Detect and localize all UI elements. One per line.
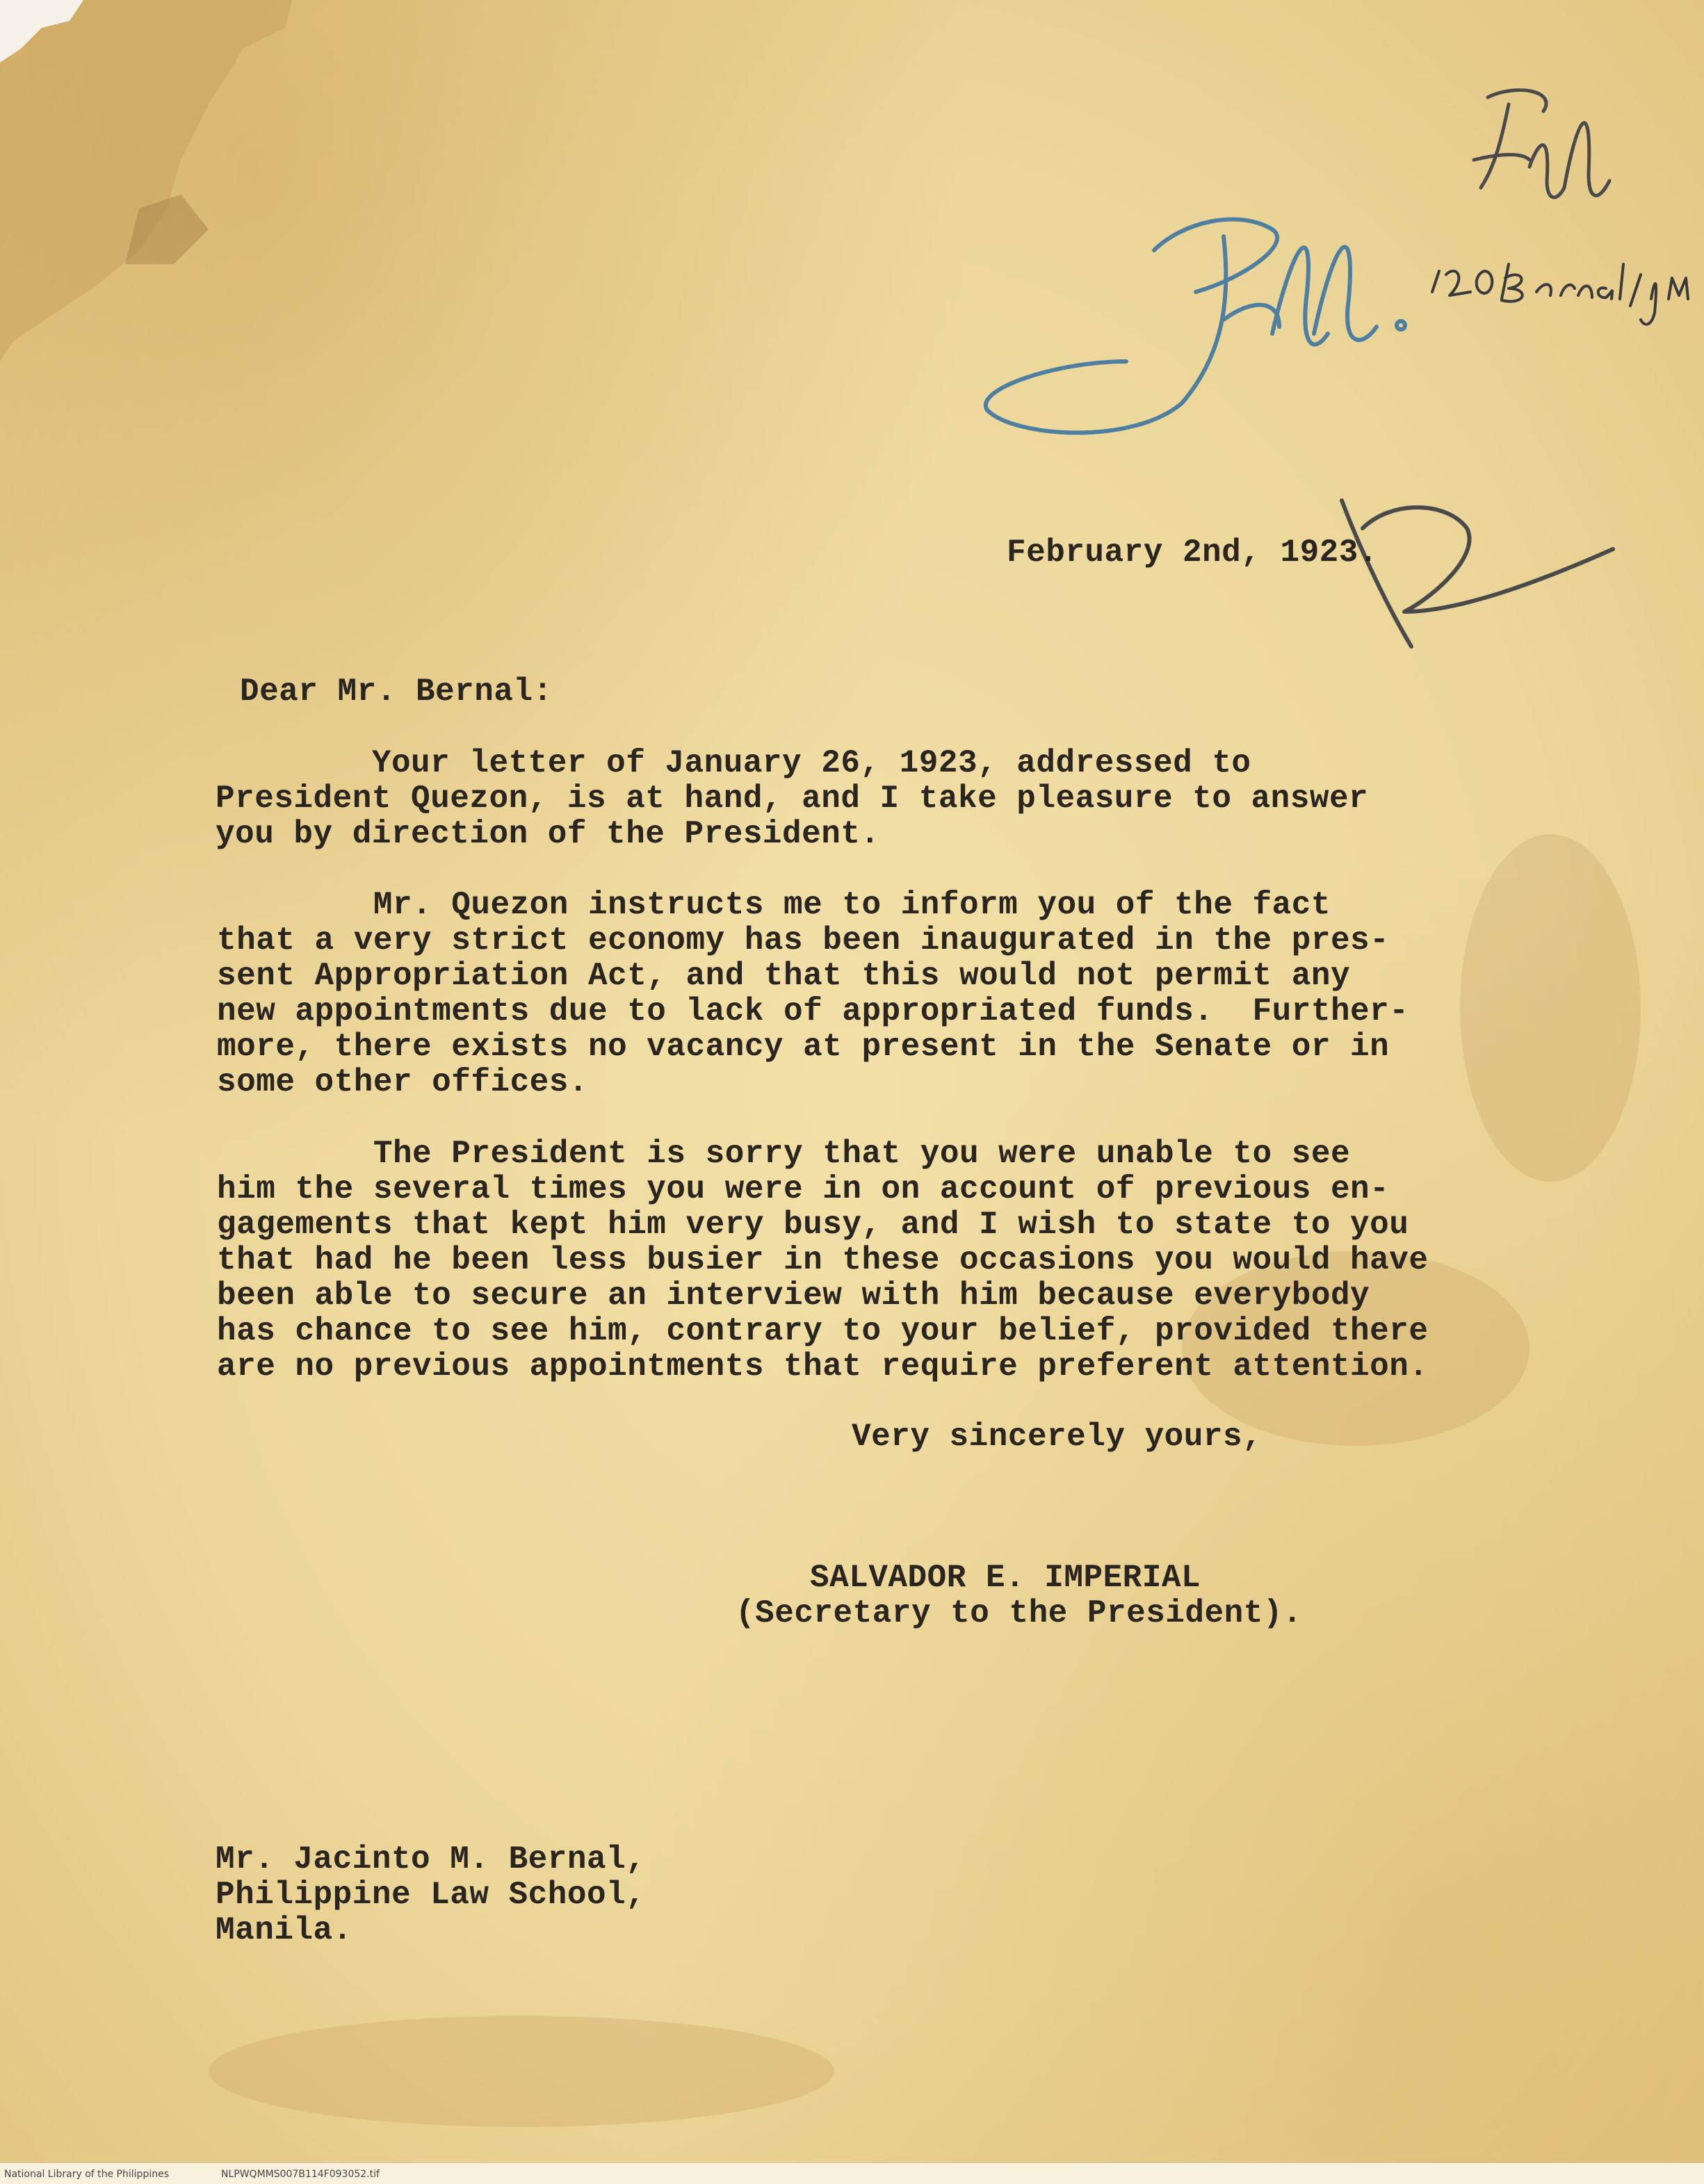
water-stain (209, 2016, 834, 2127)
paragraph-line: you by direction of the President. (216, 816, 880, 852)
water-stain (1460, 834, 1641, 1182)
torn-corner-stain (0, 0, 292, 361)
salutation: Dear Mr. Bernal: (240, 674, 553, 710)
paragraph-line: President Quezon, is at hand, and I take pleasure to answer (216, 781, 1369, 817)
paragraph-line: has chance to see him, contrary to your belief, provided there (217, 1313, 1429, 1349)
letter-date: February 2nd, 1923. (1007, 535, 1378, 571)
paragraph-line: that a very strict economy has been inaugurated in the pres- (217, 922, 1390, 959)
scan-footer (0, 2162, 1704, 2184)
pencil-check-mark (1342, 500, 1613, 646)
paragraph-line: Mr. Quezon instructs me to inform you of the fact (217, 887, 1331, 923)
paragraph-line: The President is sorry that you were unable to see (217, 1136, 1351, 1172)
paragraph-line: gagements that kept him very busy, and I wish to state to you (217, 1207, 1409, 1243)
pencil-file-annotation (1474, 90, 1609, 197)
closing: Very sincerely yours, (852, 1419, 1263, 1455)
paragraph-line: sent Appropriation Act, and that this would not permit any (217, 958, 1351, 994)
pencil-reference-annotation (1432, 264, 1688, 325)
paragraph-line: Your letter of January 26, 1923, addressed to (216, 745, 1251, 781)
paragraph-line: that had he been less busier in these occasions you would have (217, 1242, 1429, 1278)
recipient-line: Philippine Law School, (216, 1877, 646, 1913)
paragraph-line: more, there exists no vacancy at present in the Senate or in (217, 1029, 1390, 1065)
blue-pencil-file-annotation (986, 220, 1405, 433)
footer-institution: National Library of the Philippines (4, 2169, 169, 2180)
paragraph-line: some other offices. (217, 1064, 588, 1100)
signer-title: (Secretary to the President). (736, 1595, 1303, 1631)
recipient-line: Manila. (216, 1912, 352, 1948)
footer-file-id: NLPWQMMS007B114F093052.tif (221, 2169, 380, 2180)
paragraph-line: new appointments due to lack of appropriated funds. Further- (217, 993, 1409, 1029)
recipient-line: Mr. Jacinto M. Bernal, (216, 1841, 646, 1877)
paragraph-line: are no previous appointments that require preferent attention. (217, 1348, 1429, 1385)
paragraph-line: been able to secure an interview with him because everybody (217, 1278, 1370, 1314)
signer-name: SALVADOR E. IMPERIAL (810, 1560, 1201, 1596)
paragraph-line: him the several times you were in on account of previous en- (217, 1171, 1390, 1207)
